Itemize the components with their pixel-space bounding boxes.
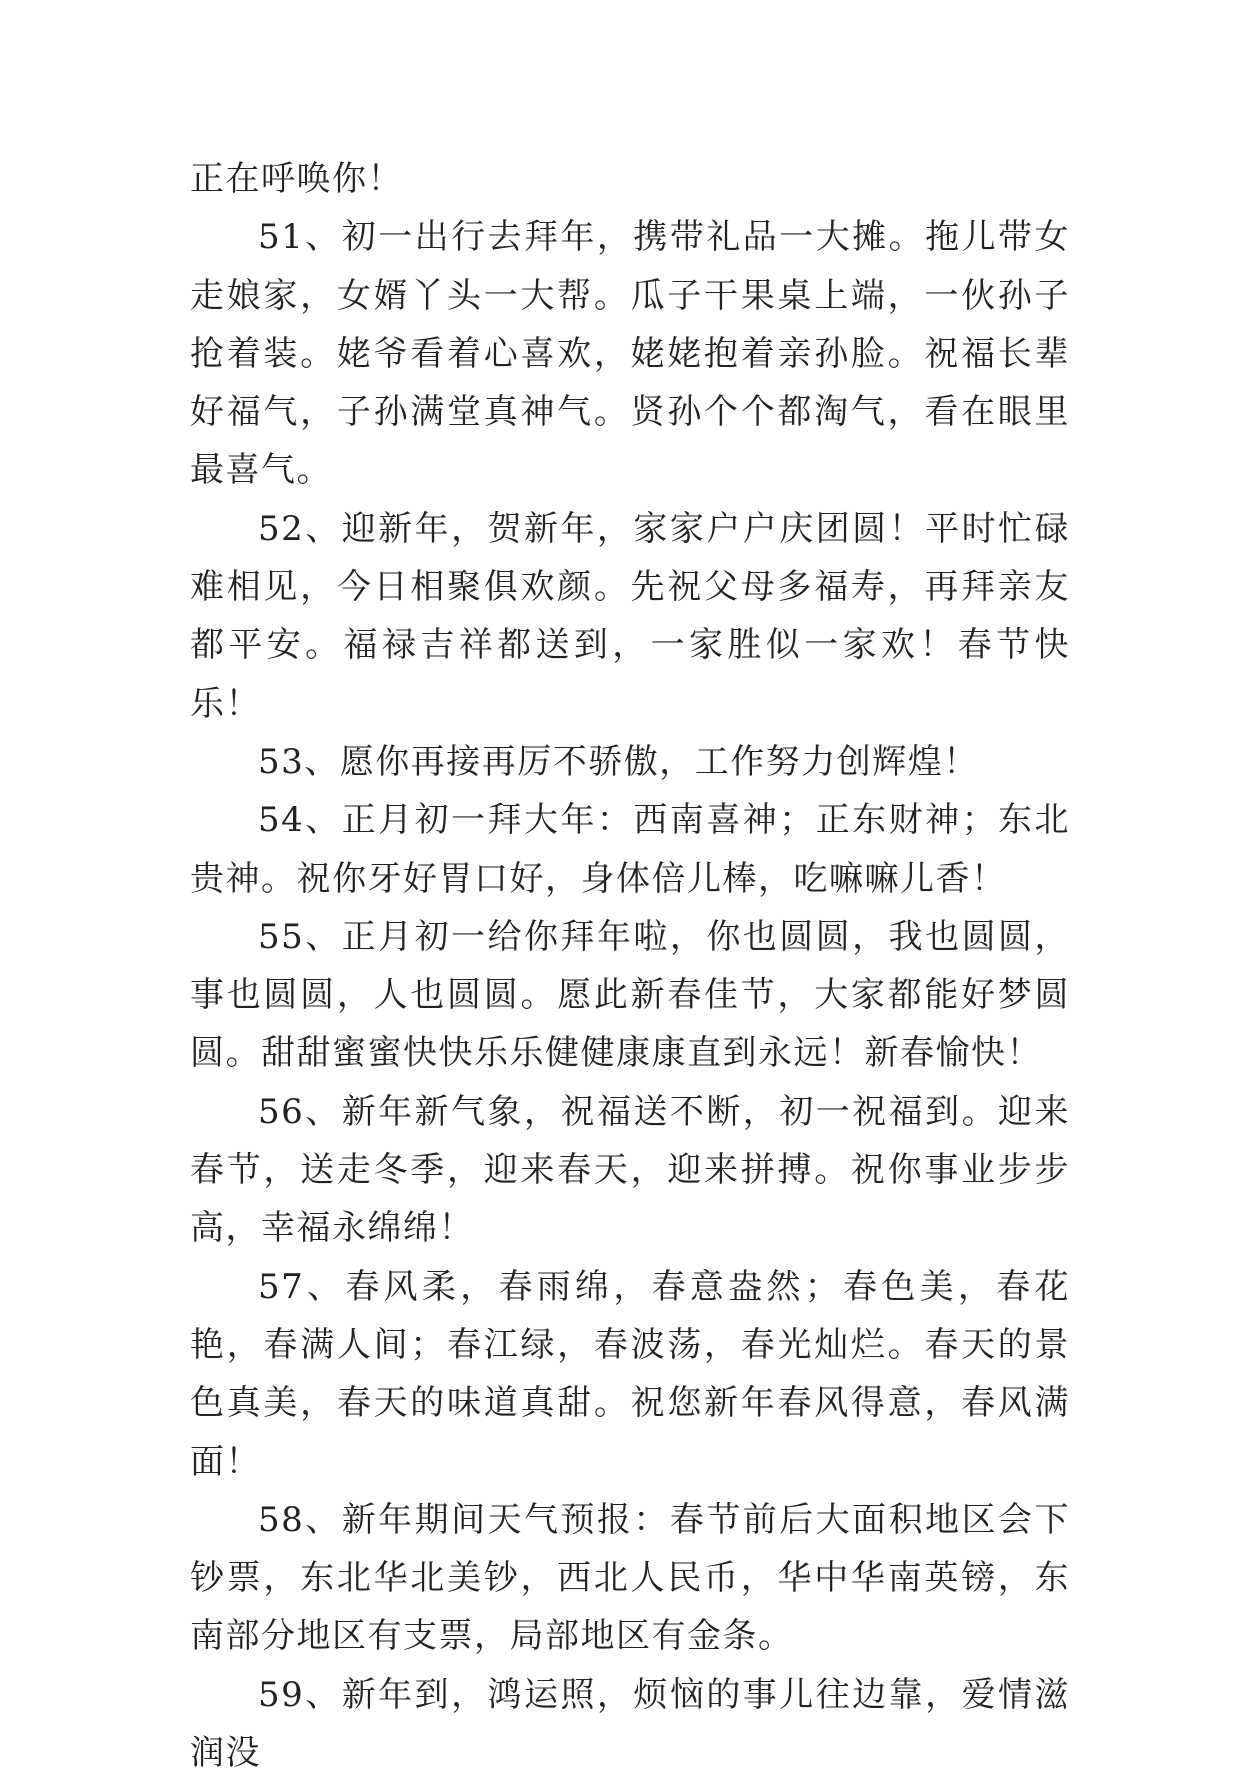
paragraph-53: 53、愿你再接再厉不骄傲，工作努力创辉煌！ [258,741,979,782]
paragraph-54: 54、正月初一拜大年：西南喜神；正东财神；东北贵神。祝你牙好胃口好，身体倍儿棒，吃嘛嘛儿香！ [190,800,1070,899]
paragraph-55: 55、正月初一给你拜年啦，你也圆圆，我也圆圆，事也圆圆，人也圆圆。愿此新春佳节，大家都能好梦圆圆。甜甜蜜蜜快快乐乐健健康康直到永远！新春愉快！ [190,916,1070,1074]
paragraph-52: 52、迎新年，贺新年，家家户户庆团圆！平时忙碌难相见，今日相聚俱欢颜。先祝父母多福寿，再拜亲友都平安。福禄吉祥都送到，一家胜似一家欢！春节快乐！ [190,508,1070,724]
paragraph-58: 58、新年期间天气预报：春节前后大面积地区会下钞票，东北华北美钞，西北人民币，华中华南英镑，东南部分地区有支票，局部地区有金条。 [190,1499,1070,1657]
document-body [190,150,1070,1782]
paragraph-51: 51、初一出行去拜年，携带礼品一大摊。拖儿带女走娘家，女婿丫头一大帮。瓜子干果桌上端，一伙孙子抢着装。姥爷看着心喜欢，姥姥抱着亲孙脸。祝福长辈好福气，子孙满堂真神气。贤孙个个都淘气，看在眼里最喜气。 [190,217,1070,491]
paragraph-59: 59、新年到，鸿运照，烦恼的事儿往边靠，爱情滋润没 [190,1674,1070,1774]
paragraph-56: 56、新年新气象，祝福送不断，初一祝福到。迎来春节，送走冬季，迎来春天，迎来拼搏。祝你事业步步高，幸福永绵绵！ [190,1091,1070,1249]
paragraph-57: 57、春风柔，春雨绵，春意盎然；春色美，春花艳，春满人间；春江绿，春波荡，春光灿烂。春天的景色真美，春天的味道真甜。祝您新年春风得意，春风满面！ [190,1266,1070,1482]
paragraph-0: 正在呼唤你！ [190,159,403,199]
